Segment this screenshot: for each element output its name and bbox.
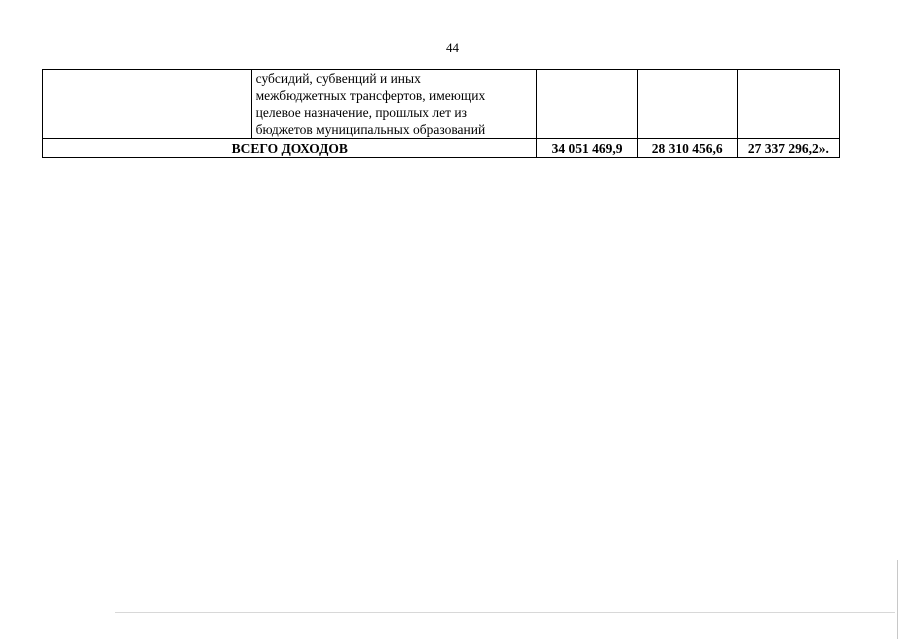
description-line: межбюджетных трансфертов, имеющих [255,88,486,103]
cell-value-2 [637,70,737,139]
total-value-3: 27 337 296,2». [737,139,839,158]
total-value-1: 34 051 469,9 [537,139,637,158]
cell-description [251,70,537,139]
scan-artifact-edge [897,560,898,639]
cell-value-3 [737,70,839,139]
scan-artifact-line [115,612,895,613]
total-label: ВСЕГО ДОХОДОВ [43,139,537,158]
description-line: целевое назначение, прошлых лет из [255,105,467,120]
cell-code [43,70,252,139]
table-row-total [43,139,840,158]
table-row-continued [43,70,840,139]
description-line: бюджетов муниципальных образований [255,122,486,137]
total-value-2: 28 310 456,6 [637,139,737,158]
page-number: 44 [446,40,459,55]
description-line: субсидий, субвенций и иных [255,71,421,86]
revenue-table [42,69,840,158]
cell-value-1 [537,70,637,139]
